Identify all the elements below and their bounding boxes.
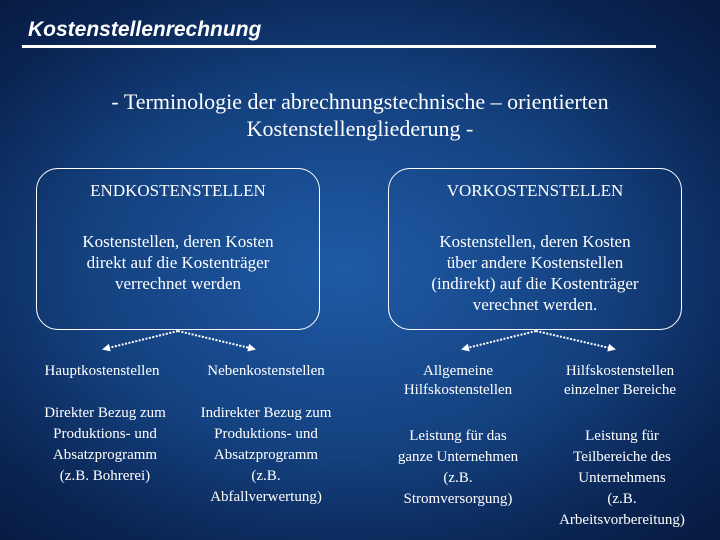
arrow-to-allgemeine-hilfskostenstellen [463,331,536,349]
heading-line: einzelner Bereiche [563,382,676,398]
arrow-to-hauptkostenstellen [104,331,178,349]
endkostenstellen-heading: ENDKOSTENSTELLEN [90,181,266,200]
description-line: Stromversorgung) [403,491,513,507]
description-line: Produktions- und [53,426,157,442]
description-line: Kostenstellen, deren Kosten [82,232,274,251]
description-line: verrechnet werden [114,274,241,293]
description-line: Direkter Bezug zum [44,405,166,421]
description-line: Indirekter Bezug zum [200,405,332,421]
description-line: Teilbereiche des [573,449,671,465]
description-line: Leistung für [585,428,659,444]
subtitle-line: Kostenstellengliederung - [246,116,474,141]
nebenkostenstellen-description [184,403,348,508]
heading-line: Allgemeine [423,363,493,379]
description-line: Absatzprogramm [213,447,319,463]
hauptkostenstellen-heading [24,362,180,381]
description-line: (z.B. [251,468,281,484]
description-line: (z.B. [443,470,473,486]
description-line: Kostenstellen, deren Kosten [439,232,631,251]
heading-line: Nebenkostenstellen [207,363,325,379]
description-line: Leistung für das [409,428,507,444]
nebenkostenstellen-heading [186,362,346,381]
description-line: Abfallverwertung) [210,489,322,505]
vorkostenstellen-heading: VORKOSTENSTELLEN [446,181,624,200]
heading-line: Hauptkostenstellen [44,363,160,379]
description-line: verechnet werden. [472,295,598,314]
heading-line: Hilfskostenstellen [403,382,513,398]
description-line: Arbeitsvorbereitung) [559,512,685,528]
arrow-to-nebenkostenstellen [178,331,254,349]
description-line: über andere Kostenstellen [446,253,624,272]
description-line: (z.B. Bohrerei) [59,468,151,484]
subtitle-line: - Terminologie der abrechnungstechnische – orientierten [111,89,609,114]
description-line: Produktions- und [214,426,318,442]
description-line: ganze Unternehmen [397,449,519,465]
description-line: (z.B. [607,491,637,507]
slide-title: Kostenstellenrechnung [28,18,262,41]
arrow-to-bereichs-hilfskostenstellen [536,331,614,349]
description-line: Unternehmens [578,470,666,486]
hauptkostenstellen-description [24,403,186,487]
description-line: Absatzprogramm [52,447,158,463]
heading-line: Hilfskostenstellen [565,363,675,379]
description-line: (indirekt) auf die Kostenträger [431,274,639,293]
allgemeine-hilfskostenstellen-description [380,426,536,510]
bereichs-hilfskostenstellen-heading [544,362,696,400]
allgemeine-hilfskostenstellen-heading [384,362,532,400]
description-line: direkt auf die Kostenträger [86,253,270,272]
bereichs-hilfskostenstellen-description [544,426,700,531]
